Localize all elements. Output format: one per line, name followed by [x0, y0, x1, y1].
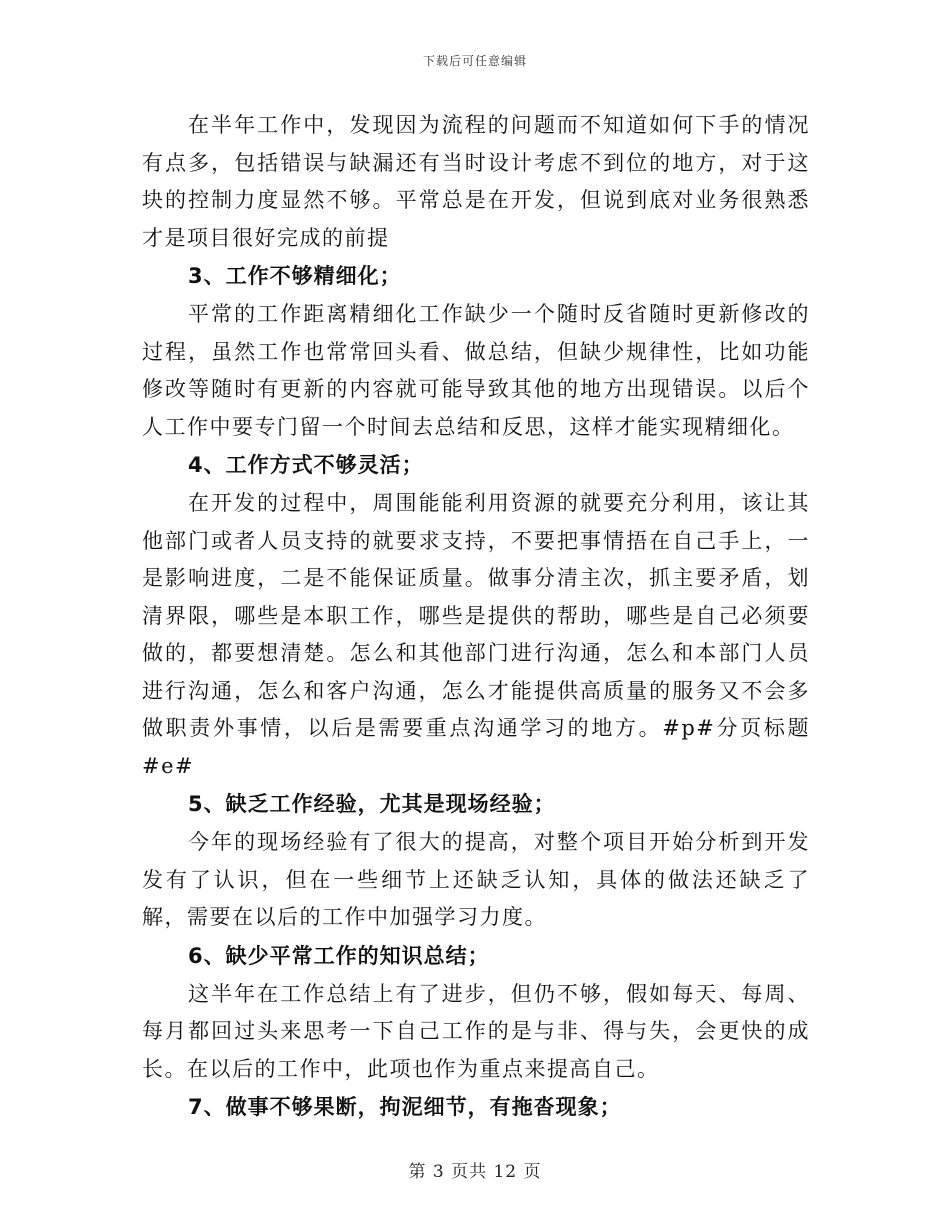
section-heading: 6、缺少平常工作的知识总结；: [188, 943, 490, 968]
page-number: 第 3 页共 12 页: [408, 1162, 542, 1182]
paragraph: 今年的现场经验有了很大的提高，对整个项目开始分析到开发发有了认识，但在一些细节上还缺乏认知，具体的做法还缺乏了解，需要在以后的工作中加强学习力度。: [142, 830, 810, 929]
paragraph: 在开发的过程中，周围能能利用资源的就要充分利用，该让其他部门或者人员支持的就要求支持，不要把事情捂在自己手上，一是影响进度，二是不能保证质量。做事分清主次，抓主要矛盾，划清界限，哪些是本职工作，哪些是提供的帮助，哪些是自己必须要做的，都要想清楚。怎么和其他部门进行沟通，怎么和本部门人员进行沟通，怎么和客户沟通，怎么才能提供高质量的服务又不会多做职责外事情，以后是需要重点沟通学习的地方。#p#分页标题#e#: [142, 491, 810, 778]
section-heading: 7、做事不够果断，拘泥细节，有拖沓现象；: [188, 1095, 622, 1119]
section-heading: 4、工作方式不够灵活；: [188, 453, 424, 477]
paragraph: 平常的工作距离精细化工作缺少一个随时反省随时更新修改的过程，虽然工作也常常回头看、做总结，但缺少规律性，比如功能修改等随时有更新的内容就可能导致其他的地方出现错误。以后个人工作中要专门留一个时间去总结和反思，这样才能实现精细化。: [142, 302, 810, 439]
paragraph: 在半年工作中，发现因为流程的问题而不知道如何下手的情况有点多，包括错误与缺漏还有当时设计考虑不到位的地方，对于这块的控制力度显然不够。平常总是在开发，但说到底对业务很熟悉才是项目很好完成的前提: [142, 113, 810, 250]
paragraph: 这半年在工作总结上有了进步，但仍不够，假如每天、每周、每月都回过头来思考一下自己工作的是与非、得与失，会更快的成长。在以后的工作中，此项也作为重点来提高自己。: [142, 981, 810, 1081]
page-header: 下载后可任意编辑: [422, 54, 527, 68]
document-body: [142, 107, 810, 1127]
section-heading: 3、工作不够精细化；: [188, 264, 402, 288]
section-heading: 5、缺乏工作经验，尤其是现场经验；: [188, 792, 556, 816]
